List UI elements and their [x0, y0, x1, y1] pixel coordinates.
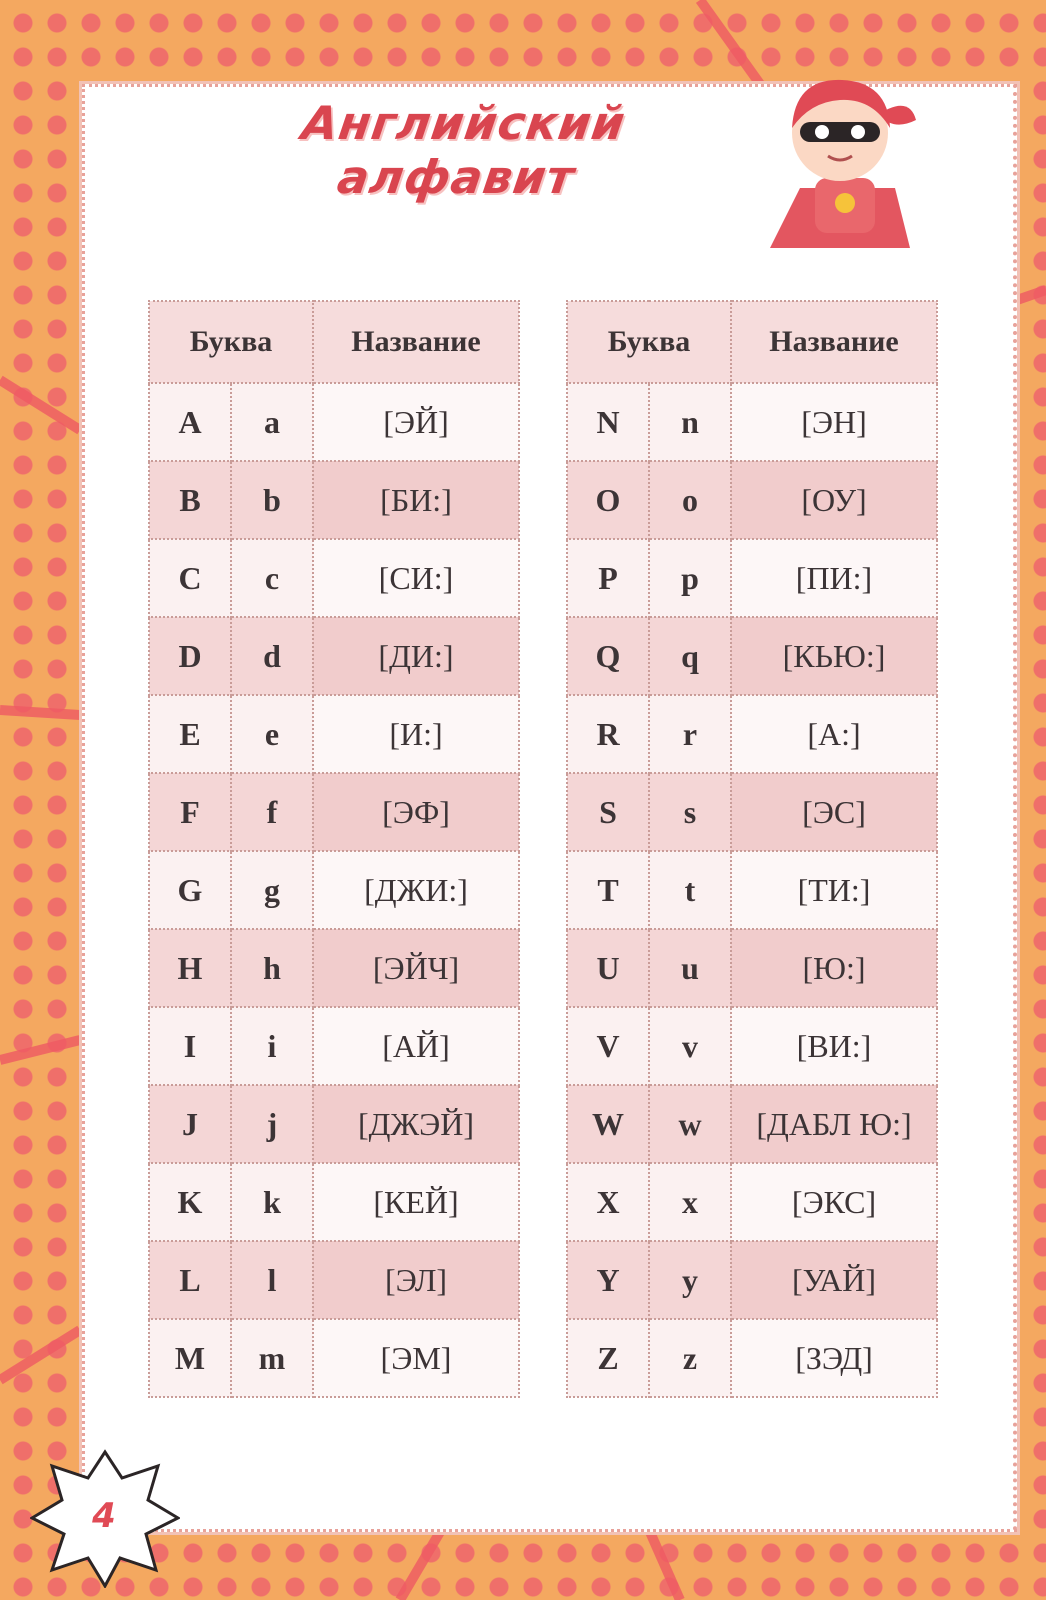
- letter-name: [КЬЮ:]: [731, 617, 937, 695]
- letter-lower: e: [231, 695, 313, 773]
- letter-lower: b: [231, 461, 313, 539]
- letter-upper: C: [149, 539, 231, 617]
- table-row: [149, 1085, 519, 1163]
- letter-upper: P: [567, 539, 649, 617]
- letter-lower: a: [231, 383, 313, 461]
- letter-upper: V: [567, 1007, 649, 1085]
- letter-lower: h: [231, 929, 313, 1007]
- table-row: [149, 1007, 519, 1085]
- letter-lower: l: [231, 1241, 313, 1319]
- table-row: [567, 851, 937, 929]
- table-header-row: [149, 301, 519, 383]
- letter-lower: w: [649, 1085, 731, 1163]
- letter-lower: d: [231, 617, 313, 695]
- letter-name: [ДЖЭЙ]: [313, 1085, 519, 1163]
- alphabet-table-left: [148, 300, 520, 1398]
- letter-name: [УАЙ]: [731, 1241, 937, 1319]
- letter-upper: Z: [567, 1319, 649, 1397]
- letter-name: [КЕЙ]: [313, 1163, 519, 1241]
- letter-name: [ЭЛ]: [313, 1241, 519, 1319]
- letter-lower: c: [231, 539, 313, 617]
- letter-name: [ВИ:]: [731, 1007, 937, 1085]
- letter-name: [БИ:]: [313, 461, 519, 539]
- letter-upper: R: [567, 695, 649, 773]
- letter-upper: T: [567, 851, 649, 929]
- letter-upper: I: [149, 1007, 231, 1085]
- letter-name: [И:]: [313, 695, 519, 773]
- letter-name: [ЭЙ]: [313, 383, 519, 461]
- letter-upper: M: [149, 1319, 231, 1397]
- letter-name: [ОУ]: [731, 461, 937, 539]
- letter-name: [ПИ:]: [731, 539, 937, 617]
- table-row: [567, 383, 937, 461]
- letter-upper: K: [149, 1163, 231, 1241]
- table-row: [567, 773, 937, 851]
- header-name: Название: [731, 301, 937, 383]
- letter-upper: Y: [567, 1241, 649, 1319]
- table-row: [567, 617, 937, 695]
- letter-upper: S: [567, 773, 649, 851]
- superhero-girl-icon: [760, 58, 920, 248]
- letter-lower: p: [649, 539, 731, 617]
- letter-lower: r: [649, 695, 731, 773]
- letter-upper: A: [149, 383, 231, 461]
- letter-name: [ДАБЛ Ю:]: [731, 1085, 937, 1163]
- letter-lower: u: [649, 929, 731, 1007]
- letter-name: [ЭС]: [731, 773, 937, 851]
- letter-name: [ТИ:]: [731, 851, 937, 929]
- letter-name: [ЭФ]: [313, 773, 519, 851]
- letter-lower: y: [649, 1241, 731, 1319]
- letter-lower: n: [649, 383, 731, 461]
- table-row: [567, 1085, 937, 1163]
- letter-upper: D: [149, 617, 231, 695]
- table-row: [567, 929, 937, 1007]
- letter-lower: k: [231, 1163, 313, 1241]
- letter-name: [А:]: [731, 695, 937, 773]
- letter-upper: H: [149, 929, 231, 1007]
- table-row: [567, 695, 937, 773]
- letter-upper: O: [567, 461, 649, 539]
- table-row: [149, 461, 519, 539]
- letter-upper: L: [149, 1241, 231, 1319]
- letter-upper: F: [149, 773, 231, 851]
- table-row: [567, 1241, 937, 1319]
- letter-lower: x: [649, 1163, 731, 1241]
- letter-lower: f: [231, 773, 313, 851]
- header-name: Название: [313, 301, 519, 383]
- letter-upper: E: [149, 695, 231, 773]
- table-row: [149, 1241, 519, 1319]
- letter-name: [ЭН]: [731, 383, 937, 461]
- letter-lower: g: [231, 851, 313, 929]
- letter-upper: U: [567, 929, 649, 1007]
- letter-lower: j: [231, 1085, 313, 1163]
- table-row: [567, 1319, 937, 1397]
- table-row: [149, 1319, 519, 1397]
- letter-name: [ЗЭД]: [731, 1319, 937, 1397]
- table-row: [149, 929, 519, 1007]
- table-row: [149, 851, 519, 929]
- header-letter: Буква: [567, 301, 731, 383]
- letter-name: [АЙ]: [313, 1007, 519, 1085]
- letter-lower: i: [231, 1007, 313, 1085]
- letter-name: [СИ:]: [313, 539, 519, 617]
- table-row: [567, 539, 937, 617]
- letter-lower: t: [649, 851, 731, 929]
- letter-lower: o: [649, 461, 731, 539]
- page-title: Английский алфавит: [298, 96, 629, 204]
- alphabet-table-right: [566, 300, 938, 1398]
- letter-upper: B: [149, 461, 231, 539]
- letter-name: [ДИ:]: [313, 617, 519, 695]
- letter-name: [ЭЙЧ]: [313, 929, 519, 1007]
- table-row: [149, 695, 519, 773]
- table-row: [149, 617, 519, 695]
- table-row: [149, 1163, 519, 1241]
- letter-upper: Q: [567, 617, 649, 695]
- letter-upper: N: [567, 383, 649, 461]
- table-row: [567, 1163, 937, 1241]
- table-row: [567, 461, 937, 539]
- letter-lower: s: [649, 773, 731, 851]
- table-row: [567, 1007, 937, 1085]
- letter-upper: W: [567, 1085, 649, 1163]
- letter-lower: m: [231, 1319, 313, 1397]
- letter-lower: z: [649, 1319, 731, 1397]
- letter-name: [ЭМ]: [313, 1319, 519, 1397]
- letter-upper: X: [567, 1163, 649, 1241]
- letter-lower: v: [649, 1007, 731, 1085]
- letter-name: [ДЖИ:]: [313, 851, 519, 929]
- letter-name: [ЭКС]: [731, 1163, 937, 1241]
- page-number: 4: [92, 1496, 116, 1536]
- letter-upper: J: [149, 1085, 231, 1163]
- table-row: [149, 383, 519, 461]
- table-row: [149, 539, 519, 617]
- header-letter: Буква: [149, 301, 313, 383]
- letter-name: [Ю:]: [731, 929, 937, 1007]
- table-row: [149, 773, 519, 851]
- letter-upper: G: [149, 851, 231, 929]
- table-header-row: [567, 301, 937, 383]
- letter-lower: q: [649, 617, 731, 695]
